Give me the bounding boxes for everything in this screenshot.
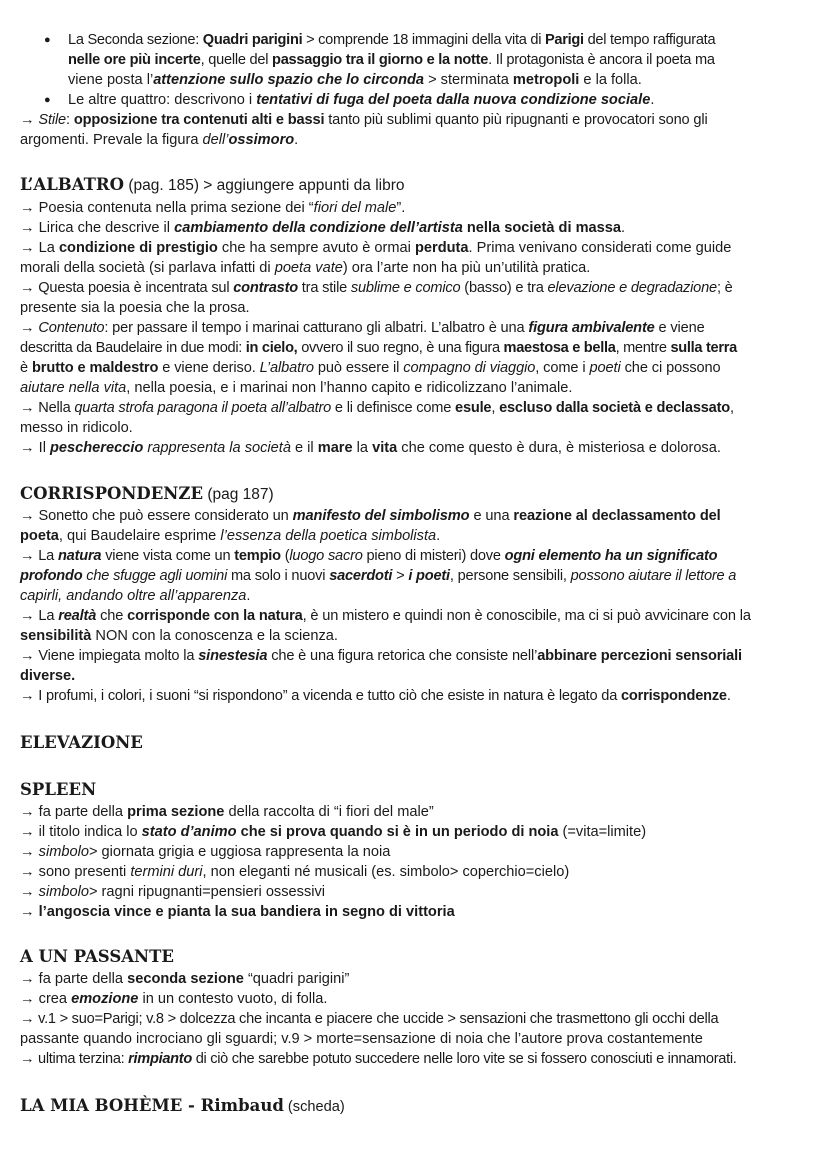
text-run: La Seconda sezione: [68, 32, 203, 48]
text-line [20, 626, 338, 646]
text-line [20, 822, 646, 842]
text-run: > comprende 18 immagini della vita di [302, 32, 545, 48]
text-run: → ultima terzina: [20, 1051, 129, 1067]
text-run: presente sia la poesia che la prosa. [20, 300, 250, 316]
text-run: . [726, 688, 731, 704]
text-line [20, 586, 250, 606]
text-run: la [352, 440, 373, 456]
text-line [20, 686, 731, 706]
text-line [20, 358, 721, 378]
text-run: ; è [716, 280, 733, 296]
text-run: → sono presenti [20, 864, 131, 880]
text-run: simbolo [38, 844, 89, 860]
text-run: realtà [58, 608, 97, 624]
text-run: → [20, 112, 39, 128]
text-run: diverse. [20, 668, 76, 684]
text-run: ma solo i nuovi [227, 568, 330, 584]
text-run: → fa parte della [20, 971, 128, 987]
text-run: > [392, 568, 409, 584]
text-run: ogni elemento ha un significato [504, 548, 718, 564]
text-line [20, 198, 405, 218]
text-run: i poeti [408, 568, 450, 584]
text-line [68, 30, 715, 50]
text-run: , qui Baudelaire esprime [58, 528, 221, 544]
text-run: → I profumi, i colori, i suoni “si rispondono” a vicenda e tutto ciò che esiste in natura è legato da [20, 688, 621, 704]
text-line [20, 902, 455, 922]
text-run: condizione di prestigio [58, 240, 218, 256]
text-run: compagno di viaggio [403, 360, 536, 376]
text-run: sacerdoti [329, 568, 393, 584]
text-run: l’essenza della poetica simbolista [220, 528, 437, 544]
text-run: → La [20, 548, 58, 564]
text-line [20, 606, 751, 626]
text-run: → Viene impiegata molto la [20, 648, 199, 664]
text-run: > ragni ripugnanti=pensieri ossessivi [88, 884, 326, 900]
text-run: (basso) e tra [460, 280, 548, 296]
text-run: della raccolta di “i fiori del male” [224, 804, 434, 820]
text-run: seconda sezione [127, 971, 244, 987]
text-run: aiutare nella vita [20, 380, 127, 396]
text-run: figura ambivalente [528, 320, 655, 336]
text-run: in un contesto vuoto, di folla. [138, 991, 328, 1007]
text-run: termini duri [130, 864, 203, 880]
text-run: Parigi [544, 32, 584, 48]
text-run: metropoli [512, 72, 580, 88]
text-run: e viene deriso. [158, 360, 260, 376]
text-run: → il titolo indica lo [20, 824, 142, 840]
text-run: può essere il [313, 360, 404, 376]
text-run: prima sezione [127, 804, 225, 820]
text-run: passante quando incrociano gli sguardi; v.9 > morte=sensazione di noia che l’autore prova costantemente [20, 1031, 703, 1047]
text-run: che si prova quando si è in un periodo di noia [240, 824, 559, 840]
text-run: di ciò che sarebbe potuto succedere nelle loro vite se si fossero conosciuti e innamorati. [191, 1051, 737, 1067]
text-line [20, 338, 737, 358]
text-run: poeta [20, 528, 59, 544]
text-run: : [66, 112, 74, 128]
text-line [20, 318, 705, 338]
text-line [20, 566, 736, 586]
text-run: “quadri parigini” [243, 971, 350, 987]
text-run: → v.1 > suo=Parigi; v.8 > dolcezza che incanta e piacere che uccide > sensazioni che trasmettono gli occhi della [20, 1011, 719, 1027]
text-run: → Lirica che descrive il [20, 220, 175, 236]
text-run: tra stile [297, 280, 351, 296]
text-run: poeta vate [274, 260, 343, 276]
text-run: profondo [20, 568, 83, 584]
text-run: ovvero il suo regno, è una figura [297, 340, 504, 356]
text-run: e una [469, 508, 514, 524]
text-line [20, 862, 569, 882]
text-run: reazione al declassamento del [513, 508, 721, 524]
text-run: nella società di massa [466, 220, 622, 236]
text-run: che ha sempre avuto è ormai [217, 240, 415, 256]
text-run: , non eleganti né musicali (es. simbolo> coperchio=cielo) [202, 864, 570, 880]
text-run: fiori del male [313, 200, 397, 216]
text-run: : per passare il tempo i marinai catturano gli albatri. L’albatro è una [104, 320, 529, 336]
text-run: che come questo è dura, è misteriosa e dolorosa. [397, 440, 721, 456]
text-run: tempio [234, 548, 281, 564]
text-run: ) ora l’arte non ha più un’utilità pratica. [342, 260, 591, 276]
text-run: . [621, 220, 626, 236]
text-run: , nella poesia, e i marinai non l’hanno capito e ridicolizzano l’animale. [126, 380, 573, 396]
text-run: → Il [20, 440, 50, 456]
text-run: e li definisce come [331, 400, 456, 416]
text-run: tentativi di fuga del poeta dalla nuova condizione sociale [256, 92, 651, 108]
text-line [20, 842, 390, 862]
text-line [20, 130, 298, 150]
section-heading: SPLEEN [20, 780, 97, 799]
text-run: . [294, 132, 299, 148]
text-run: in cielo, [245, 340, 298, 356]
text-run: → [20, 904, 39, 920]
text-run: > giornata grigia e uggiosa rappresenta la noia [88, 844, 391, 860]
text-run: , persone sensibili, [449, 568, 571, 584]
text-run: stato d’animo [141, 824, 237, 840]
text-run: , [729, 400, 734, 416]
text-run: sinestesia [198, 648, 268, 664]
text-line [20, 526, 440, 546]
text-line [20, 882, 325, 902]
text-line [20, 989, 327, 1009]
text-run: . Il protagonista è ancora il poeta ma [488, 52, 715, 68]
text-line [20, 378, 572, 398]
text-run: → Questa poesia è incentrata sul [20, 280, 234, 296]
text-run: > sterminata [424, 72, 513, 88]
text-line [20, 802, 434, 822]
text-run: poeti [589, 360, 621, 376]
text-line [20, 666, 75, 686]
text-run: manifesto del simbolismo [292, 508, 470, 524]
text-line [20, 1029, 703, 1049]
text-run: . [436, 528, 441, 544]
text-run: che ci possono [620, 360, 721, 376]
text-run: sulla terra [670, 340, 737, 356]
text-run: mare [317, 440, 353, 456]
text-run: perduta [414, 240, 469, 256]
text-run: Le altre quattro: descrivono i [68, 92, 257, 108]
text-line [20, 398, 734, 418]
text-run: Stile [38, 112, 66, 128]
text-run: emozione [71, 991, 139, 1007]
text-run: brutto e maldestro [31, 360, 159, 376]
text-run: maestosa e bella [503, 340, 616, 356]
text-run: nelle ore più incerte [68, 52, 201, 68]
text-run: → [20, 884, 39, 900]
text-run: messo in ridicolo. [20, 420, 133, 436]
bullet-marker: ● [44, 94, 51, 106]
text-line [20, 418, 133, 438]
section-heading-elevazione: ELEVAZIONE [20, 733, 143, 752]
section-heading-boheme: LA MIA BOHÈME - Rimbaud (scheda) [20, 1096, 345, 1115]
text-run: L’albatro [259, 360, 314, 376]
text-run: , mentre [615, 340, 671, 356]
text-run: peschereccio [50, 440, 144, 456]
text-line [20, 546, 717, 566]
text-run: corrispondenze [620, 688, 727, 704]
text-run: passaggio tra il giorno e la notte [272, 52, 489, 68]
text-run: l’angoscia vince e pianta la sua bandiera in segno di vittoria [38, 904, 455, 920]
text-run: è [20, 360, 32, 376]
text-line [68, 90, 654, 110]
text-run: rimpianto [128, 1051, 192, 1067]
text-run: sublime e comico [350, 280, 461, 296]
section-heading: A UN PASSANTE [20, 947, 174, 966]
text-run: → Poesia contenuta nella prima sezione dei “ [20, 200, 314, 216]
text-run: → fa parte della [20, 804, 128, 820]
text-run: possono aiutare il lettore a [570, 568, 737, 584]
text-run: ”. [396, 200, 406, 216]
text-line [20, 258, 590, 278]
text-run: pieno di misteri) dove [362, 548, 505, 564]
text-run: contrasto [233, 280, 298, 296]
text-line [20, 110, 708, 130]
text-run: argomenti. Prevale la figura [20, 132, 203, 148]
text-run: . [246, 588, 251, 604]
text-run: → Nella [20, 400, 75, 416]
section-heading: L’ALBATRO (pag. 185) > aggiungere appunti da libro [20, 175, 405, 194]
text-run: , [491, 400, 500, 416]
text-line [20, 238, 731, 258]
text-run: elevazione e degradazione [547, 280, 717, 296]
text-run: → [20, 320, 39, 336]
text-run: descritta da Baudelaire in due modi: [20, 340, 246, 356]
text-line [20, 218, 625, 238]
text-run: che è una figura retorica che consiste nell’ [267, 648, 538, 664]
text-line [20, 969, 349, 989]
text-run: Contenuto [38, 320, 105, 336]
text-run: simbolo [38, 884, 89, 900]
text-line [20, 646, 742, 666]
text-run: natura [57, 548, 102, 564]
text-line [68, 50, 715, 70]
text-run: NON con la conoscenza e la scienza. [91, 628, 338, 644]
text-line [20, 1009, 718, 1029]
text-run: e il [290, 440, 318, 456]
text-run: ossimoro [228, 132, 295, 148]
text-run: ( [280, 548, 290, 564]
text-line [20, 298, 250, 318]
text-run: opposizione tra contenuti alti e bassi [73, 112, 325, 128]
text-run: , come i [535, 360, 590, 376]
text-run: vita [372, 440, 398, 456]
text-run: dell’ [202, 132, 229, 148]
text-run: viene vista come un [101, 548, 235, 564]
text-line [68, 70, 642, 90]
text-run: , è un mistero e quindi non è conoscibile, ma ci si può avvicinare con la [302, 608, 751, 624]
text-run: . Prima venivano considerati come guide [468, 240, 732, 256]
text-run: rappresenta la società [147, 440, 291, 456]
text-run: (=vita=limite) [558, 824, 647, 840]
bullet-marker: ● [44, 34, 51, 46]
text-run: escluso dalla società e declassato [499, 400, 730, 416]
section-heading: CORRISPONDENZE (pag 187) [20, 484, 274, 503]
text-run: e la folla. [579, 72, 642, 88]
text-run: che [96, 608, 128, 624]
text-run: corrisponde con la natura [127, 608, 303, 624]
text-run: capirli, andando oltre all’apparenza [20, 588, 247, 604]
text-line [20, 278, 733, 298]
text-run: viene posta l’ [68, 72, 154, 88]
text-run: e viene [654, 320, 705, 336]
text-run: morali della società (si parlava infatti di [20, 260, 275, 276]
text-line [20, 506, 721, 526]
text-run: quarta strofa paragona il poeta all’albatro [74, 400, 332, 416]
text-run: → La [20, 608, 59, 624]
text-run: . [650, 92, 655, 108]
text-run: cambiamento della condizione dell’artista [174, 220, 463, 236]
text-run: tanto più sublimi quanto più ripugnanti e provocatori sono gli [324, 112, 708, 128]
text-run: → Sonetto che può essere considerato un [20, 508, 293, 524]
text-run: → crea [20, 991, 72, 1007]
text-run: Quadri parigini [202, 32, 303, 48]
text-run: → [20, 844, 39, 860]
text-run: che sfugge agli uomini [86, 568, 228, 584]
text-run: esule [455, 400, 492, 416]
text-run: attenzione sullo spazio che lo circonda [153, 72, 425, 88]
text-run: del tempo raffigurata [583, 32, 716, 48]
text-line [20, 438, 721, 458]
text-run: luogo sacro [289, 548, 363, 564]
text-line [20, 1049, 737, 1069]
text-run: → La [20, 240, 59, 256]
text-run: , quelle del [200, 52, 273, 68]
text-run: abbinare percezioni sensoriali [537, 648, 742, 664]
text-run: sensibilità [20, 628, 92, 644]
